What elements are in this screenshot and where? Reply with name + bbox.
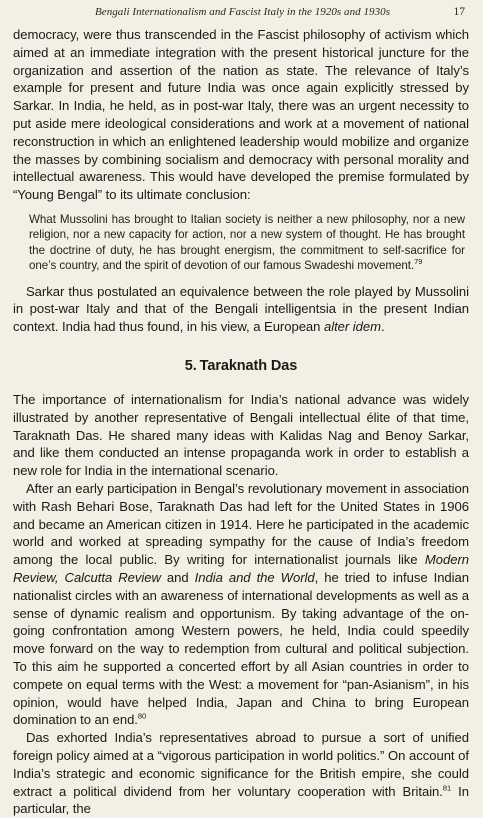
running-title: Bengali Internationalism and Fascist Italy in the 1920s and 1930s: [95, 6, 391, 18]
paragraph-text: and: [160, 569, 195, 585]
paragraph-fascist-activism: [13, 26, 469, 204]
paragraph-text: .: [380, 319, 385, 335]
paragraph-text: Das exhorted India’s representatives abroad to pursue a sort of unified foreign policy aimed at a “vigorous participation in world politics.” On account of India’s strategic and economic significance for the British empire, she could extract a political dividend from her voluntary cooperation with Britain.: [13, 730, 469, 799]
paragraph-text: The importance of internationalism for India’s national advance was widely illustrated by another representative of Bengali intellectual élite of that time, Taraknath Das. He shared many ideas with Kalidas Nag and Benoy Sarkar, and like them conducted an intense propaganda work in order to establish a new role for India in the international scenario.: [13, 391, 469, 479]
running-header: [95, 6, 465, 26]
paragraph-early-participation: [13, 480, 469, 729]
footnote-marker-81: 81: [442, 783, 452, 793]
paragraph-sarkar-equivalence: [13, 283, 469, 336]
block-quotation-mussolini: [29, 212, 465, 274]
quotation-text: What Mussolini has brought to Italian society is neither a new philosophy, nor a new religion, nor a new capacity for action, nor a new system of thought. He has brought the doctrine of duty, he has brought energism, the commitment to self-sacrifice for one’s country, and the spirit of devotion of our famous Swadeshi movement.: [29, 212, 465, 273]
paragraph-text: , he tried to infuse Indian nationalist circles with an awareness of international developments as well as a sense of dynamic realism and opportunism. By taking advantage of the on-going confrontation among Western powers, he held, India could speedily move forward on the way to redemption from cultural and political subjection. To this aim he supported a concerted effort by all Asian countries in order to compete on equal terms with the West: a movement for “pan-Asianism”, in his opinion, would have helped India, Japan and China to bring European domination to an end.: [13, 569, 469, 728]
paragraph-das-exhorted: [13, 729, 469, 818]
italic-journal-india-and-the-world: India and the World: [194, 569, 315, 585]
footnote-marker-79: 79: [414, 257, 423, 267]
paragraph-internationalism: [13, 391, 469, 480]
section-number: 5.: [184, 357, 197, 374]
paragraph-text: In particular, the: [13, 783, 469, 817]
paragraph-text: democracy, were thus transcended in the Fascist philosophy of activism which aimed at an immediate integration with the present historical juncture for the organization and assertion of the nation as state. The relevance of Italy’s example for present and future India was once again explicitly stressed by Sarkar. In India, he held, as in post-war Italy, there was an urgent necessity to put aside mere ideological considerations and work at a movement of national reconstruction in which an enlightened leadership would mobilize and organize the masses by combining socialism and democracy with personal morality and intellectual awareness. This would have developed the premise formulated by “Young Bengal” to its ultimate conclusion:: [13, 27, 469, 203]
paragraph-text: After an early participation in Bengal’s revolutionary movement in association with Rash Behari Bose, Taraknath Das had left for the United States in 1906 and became an American citizen in 1914. Here he participated in the academic world and worked at spreading sympathy for the cause of India’s freedom among the local public. By writing for internationalist journals like: [13, 480, 469, 568]
section-title: Taraknath Das: [199, 357, 298, 374]
page-number: 17: [453, 6, 465, 18]
italic-journal-titles: Modern Review, Calcutta Review: [13, 552, 469, 585]
section-heading: [13, 358, 469, 374]
italic-term-alter-idem: alter idem: [323, 319, 381, 335]
footnote-marker-80: 80: [137, 711, 147, 721]
paragraph-text: Sarkar thus postulated an equivalence between the role played by Mussolini in post-war Italy and that of the Bengali intelligentsia in the present Indian context. India had thus found, in his view, a European: [13, 283, 469, 335]
